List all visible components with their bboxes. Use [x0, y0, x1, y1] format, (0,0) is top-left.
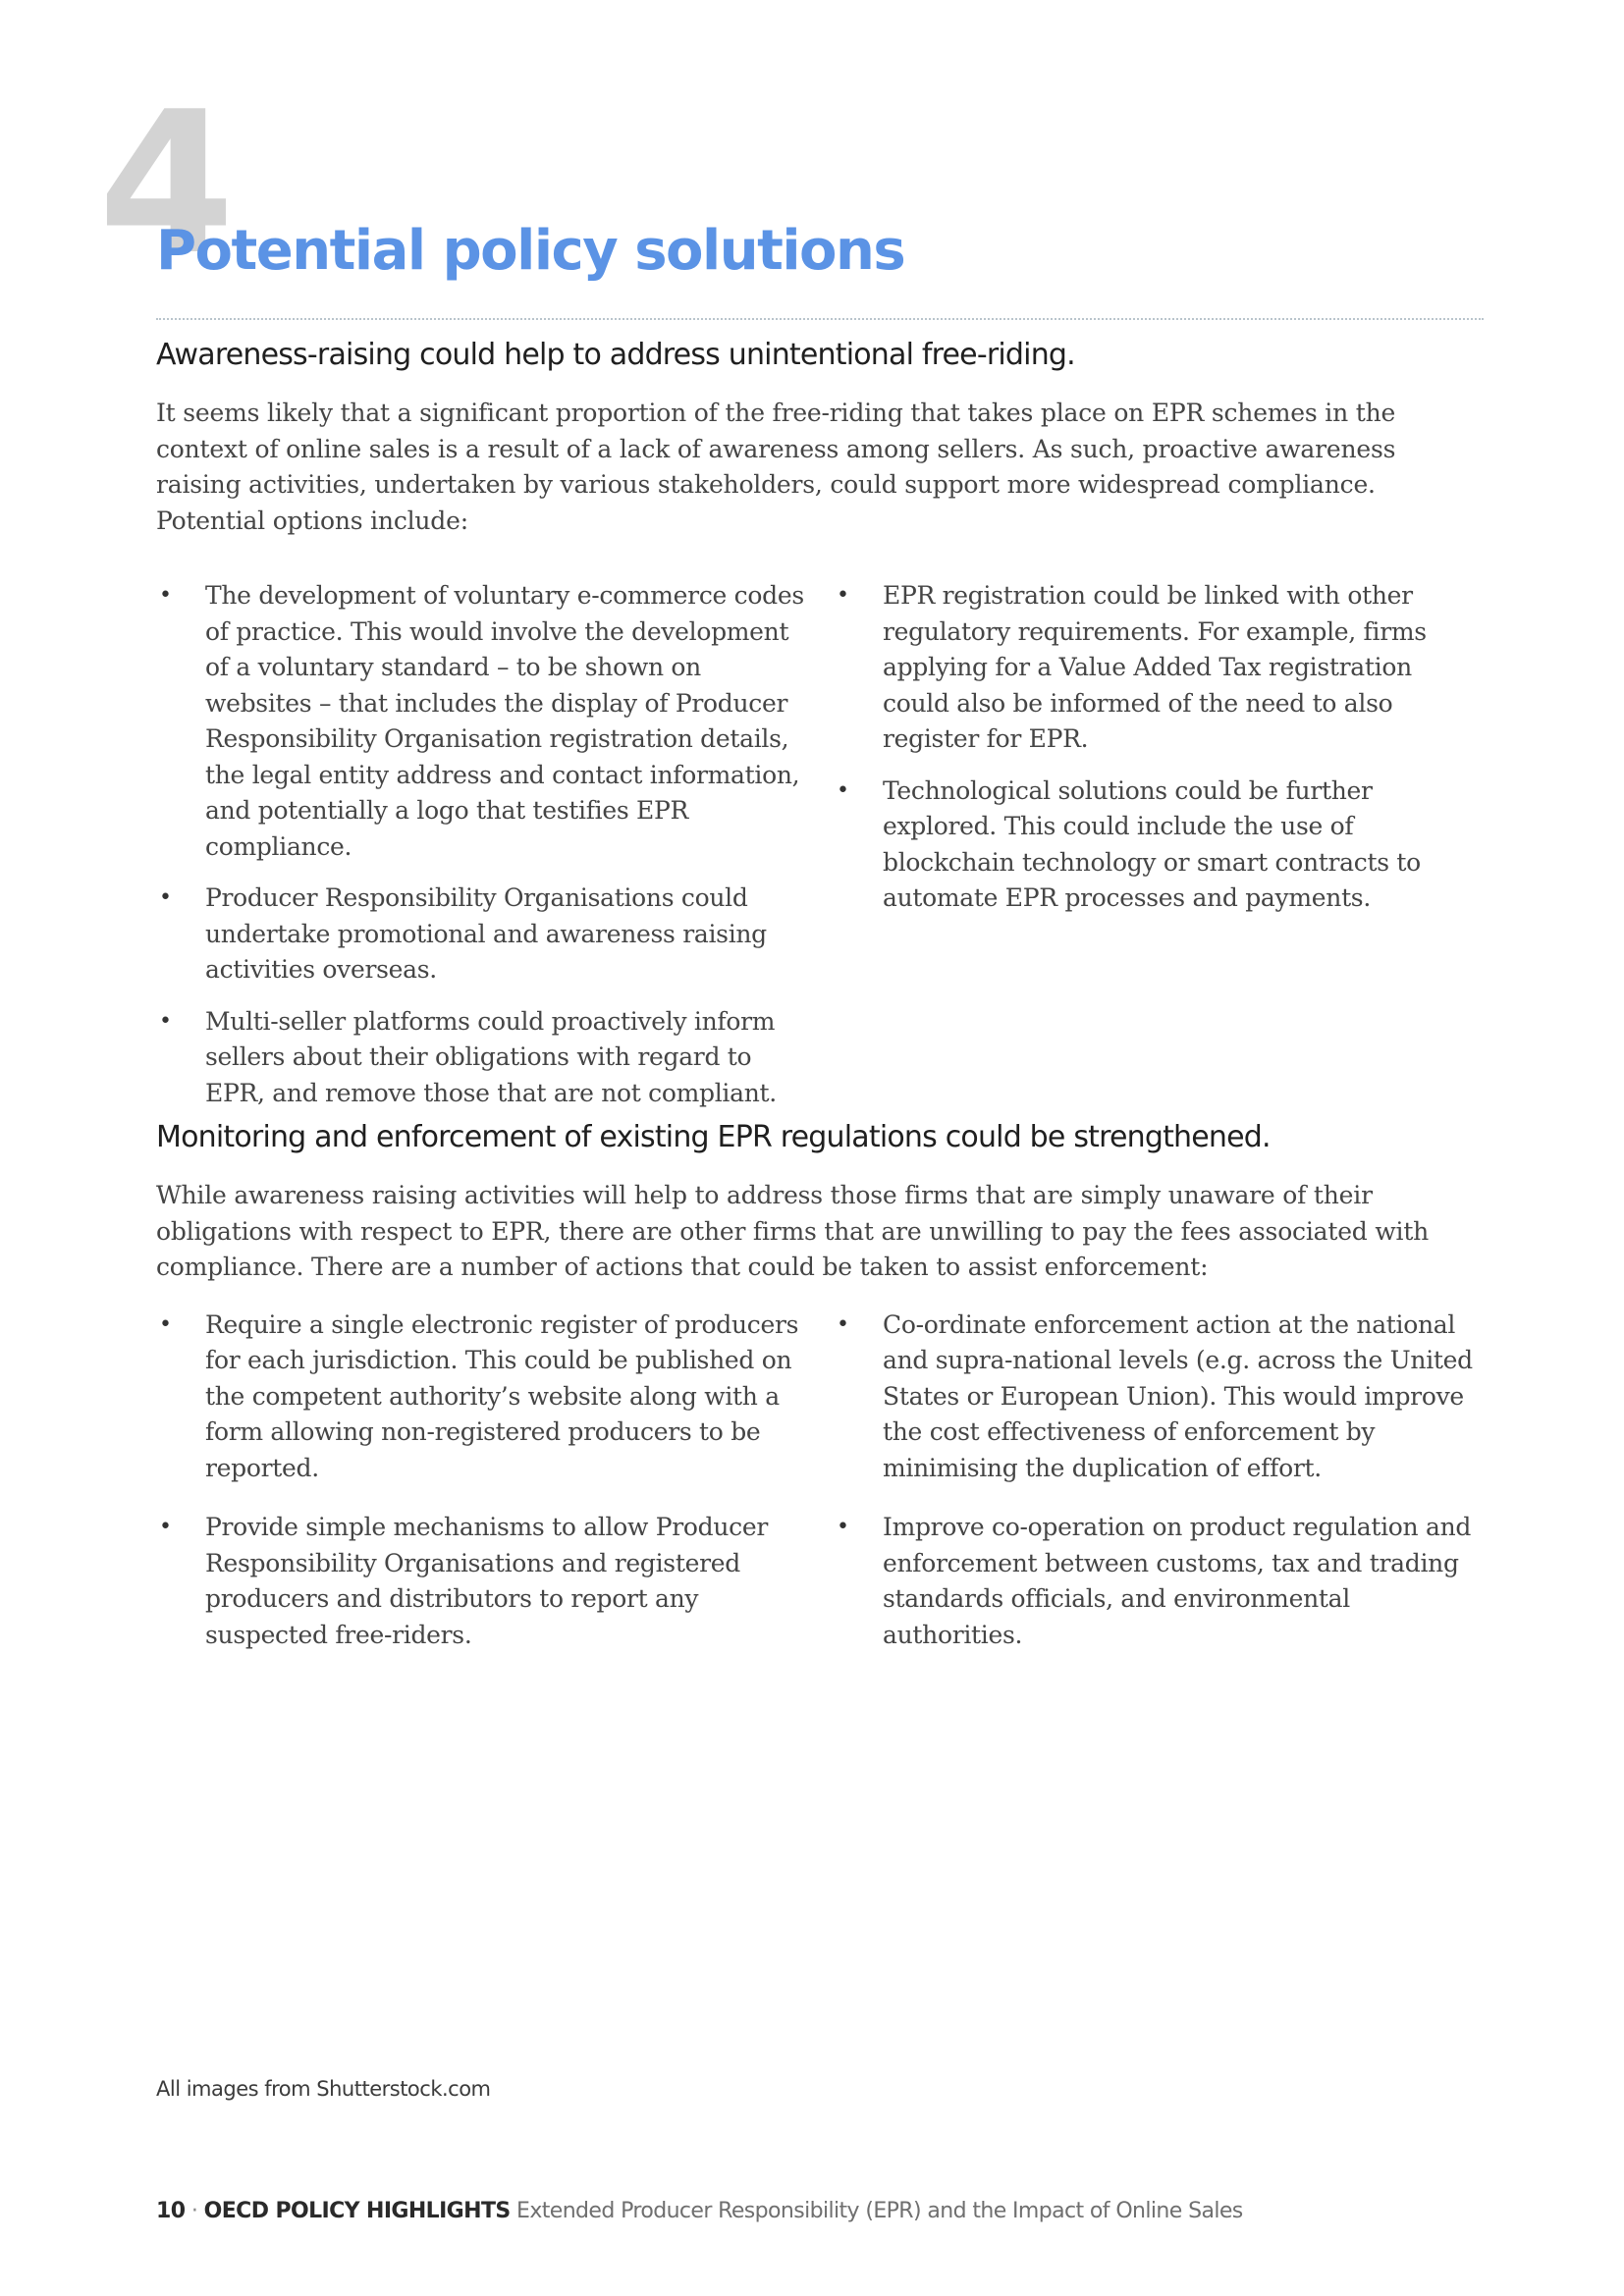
bullet-icon: •: [837, 1515, 849, 1539]
section-intro: It seems likely that a significant proportion of the free-riding that takes place on EPR schemes in the context of online sales is a result of a lack of awareness among sellers. As such, proactive awareness raising activities, undertaken by various stakeholders, could support more widespread compliance. Potential options include:: [156, 399, 1396, 535]
list-item-text: Technological solutions could be further explored. This could include the use of blockchain technology or smart contracts to automate EPR processes and payments.: [883, 775, 1421, 912]
chapter-number: 4: [98, 70, 230, 298]
list-item-text: Require a single electronic register of producers for each jurisdiction. This could be published on the competent authority’s website along with a form allowing non-registered producers to be reported.: [205, 1309, 799, 1482]
page-footer: [156, 2197, 1243, 2226]
section-intro: While awareness raising activities will help to address those firms that are simply unaware of their obligations with respect to EPR, there are other firms that are unwilling to pay the fees associated with compliance. There are a number of actions that could be taken to assist enforcement:: [156, 1181, 1430, 1281]
bullet-icon: •: [159, 1008, 172, 1034]
bullet-icon: •: [159, 583, 172, 608]
list-item-text: The development of voluntary e-commerce codes of practice. This would involve the development of a voluntary standard – to be shown on websites – that includes the display of Producer Responsibility Organisation registration details, the legal entity address and contact information, and potentially a logo that testifies EPR compliance.: [205, 581, 804, 861]
list-item: [156, 1308, 806, 1487]
bullet-list-left: [156, 1308, 806, 1654]
list-item: [156, 578, 806, 865]
list-item: [834, 578, 1484, 758]
list-item: [156, 881, 806, 988]
publication-name: OECD POLICY HIGHLIGHTS: [203, 2199, 511, 2223]
bullet-icon: •: [159, 885, 172, 910]
bullet-icon: •: [837, 1311, 849, 1337]
list-item-text: Co-ordinate enforcement action at the national and supra-national levels (e.g. across the United States or European Union). This would improve the cost effectiveness of enforcement by minimising the duplication of effort.: [883, 1309, 1473, 1482]
list-item: [834, 1308, 1484, 1487]
title-divider: [156, 318, 1484, 320]
list-item: [156, 1510, 806, 1653]
list-item-text: Producer Responsibility Organisations could undertake promotional and awareness raising activities overseas.: [205, 883, 767, 984]
page-title: Potential policy solutions: [156, 219, 905, 283]
list-item-text: Improve co-operation on product regulation and enforcement between customs, tax and trading standards officials, and environmental authorities.: [883, 1513, 1472, 1649]
list-item: [834, 1510, 1484, 1653]
list-item-text: Multi-seller platforms could proactively inform sellers about their obligations with regard to EPR, and remove those that are not compliant.: [205, 1006, 777, 1107]
list-item-text: Provide simple mechanisms to allow Producer Responsibility Organisations and registered producers and distributors to report any suspected free-riders.: [205, 1513, 768, 1649]
bullet-list-right: [834, 578, 1484, 1111]
section-enforcement: [156, 1119, 1484, 1653]
section-heading: Monitoring and enforcement of existing EPR regulations could be strengthened.: [156, 1120, 1271, 1154]
bullet-icon: •: [159, 1311, 172, 1337]
bullet-icon: •: [159, 1515, 172, 1539]
section-heading: Awareness-raising could help to address unintentional free-riding.: [156, 338, 1075, 372]
page-number: 10: [156, 2199, 186, 2223]
bullet-list-right: [834, 1308, 1484, 1654]
list-item: [156, 1004, 806, 1112]
bullet-columns: [156, 1308, 1484, 1654]
image-credit: All images from Shutterstock.com: [156, 2077, 491, 2101]
bullet-list-left: [156, 578, 806, 1111]
footer-separator: ·: [190, 2199, 198, 2223]
list-item: [834, 774, 1484, 917]
list-item-text: EPR registration could be linked with other regulatory requirements. For example, firms applying for a Value Added Tax registration could also be informed of the need to also register for EPR.: [883, 581, 1427, 753]
section-awareness: [156, 337, 1484, 1111]
bullet-icon: •: [837, 777, 849, 803]
publication-subtitle: Extended Producer Responsibility (EPR) and the Impact of Online Sales: [516, 2199, 1243, 2223]
bullet-icon: •: [837, 583, 849, 608]
bullet-columns: [156, 578, 1484, 1111]
